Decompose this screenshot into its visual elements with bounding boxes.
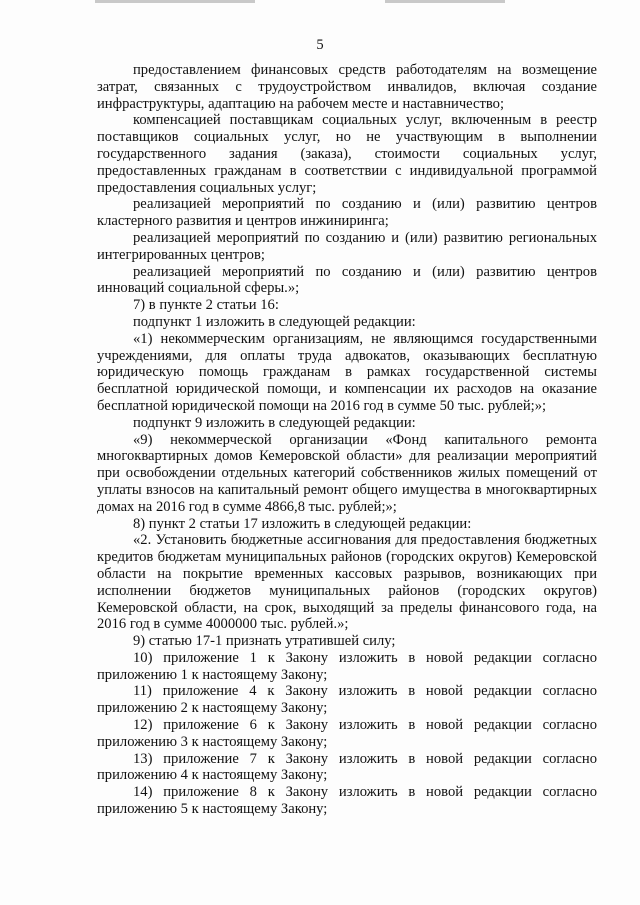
document-body	[97, 62, 597, 818]
paragraph: 13) приложение 7 к Закону изложить в новой редакции согласно приложению 4 к настоящему Закону;	[97, 750, 597, 784]
paragraph: «2. Установить бюджетные ассигнования для предоставления бюджетных кредитов бюджетам муниципальных районов (городских округов) Кемеровской области на покрытие временных кассовых разрывов, возникающих при исполнении бюджетов муниципальных районов (городских округов) Кемеровской области, на срок, выходящий за пределы финансового года, на 2016 год в сумме 4000000 тыс. рублей.»;	[97, 532, 597, 633]
paragraph: реализацией мероприятий по созданию и (или) развитию региональных интегрированных центров;	[97, 229, 597, 263]
paragraph: подпункт 1 изложить в следующей редакции:	[133, 313, 416, 330]
paragraph: предоставлением финансовых средств работодателям на возмещение затрат, связанных с трудоустройством инвалидов, включая создание инфраструктуры, адаптацию на рабочем месте и наставничество;	[97, 62, 597, 112]
paragraph: подпункт 9 изложить в следующей редакции:	[133, 414, 416, 431]
paragraph: 7) в пункте 2 статьи 16:	[133, 297, 279, 314]
page-number: 5	[316, 37, 324, 53]
paragraph: 14) приложение 8 к Закону изложить в новой редакции согласно приложению 5 к настоящему Закону;	[97, 784, 597, 818]
scan-edge-mark	[385, 0, 505, 3]
paragraph: «1) некоммерческим организациям, не являющимся государственными учреждениями, для оплаты труда адвокатов, оказывающих бесплатную юридическую помощь гражданам в рамках государственной системы бесплатной юридической помощи, и компенсации их расходов на оказание бесплатной юридической помощи на 2016 год в сумме 50 тыс. рублей;»;	[97, 330, 597, 414]
paragraph: 11) приложение 4 к Закону изложить в новой редакции согласно приложению 2 к настоящему Закону;	[97, 683, 597, 717]
paragraph: реализацией мероприятий по созданию и (или) развитию центров кластерного развития и центров инжиниринга;	[97, 196, 597, 230]
paragraph: 12) приложение 6 к Закону изложить в новой редакции согласно приложению 3 к настоящему Закону;	[97, 717, 597, 750]
paragraph: 10) приложение 1 к Закону изложить в новой редакции согласно приложению 1 к настоящему Закону;	[97, 649, 597, 683]
paragraph: 9) статью 17-1 признать утратившей силу;	[133, 633, 396, 650]
scan-edge-mark	[95, 0, 255, 3]
paragraph: «9) некоммерческой организации «Фонд капитального ремонта многоквартирных домов Кемеровской области» для реализации мероприятий при освобождении отдельных категорий собственников жилых помещений от уплаты взносов на капитальный ремонт общего имущества в многоквартирных домах на 2016 год в сумме 4866,8 тыс. рублей;»;	[97, 431, 597, 515]
paragraph: 8) пункт 2 статьи 17 изложить в следующей редакции:	[133, 515, 472, 532]
paragraph: компенсацией поставщикам социальных услуг, включенным в реестр поставщиков социальных услуг, но не участвующим в выполнении государственного задания (заказа), стоимости социальных услуг, предоставленных гражданам в соответствии с индивидуальной программой предоставления социальных услуг;	[97, 112, 597, 196]
paragraph: реализацией мероприятий по созданию и (или) развитию центров инноваций социальной сферы.»;	[97, 263, 597, 297]
